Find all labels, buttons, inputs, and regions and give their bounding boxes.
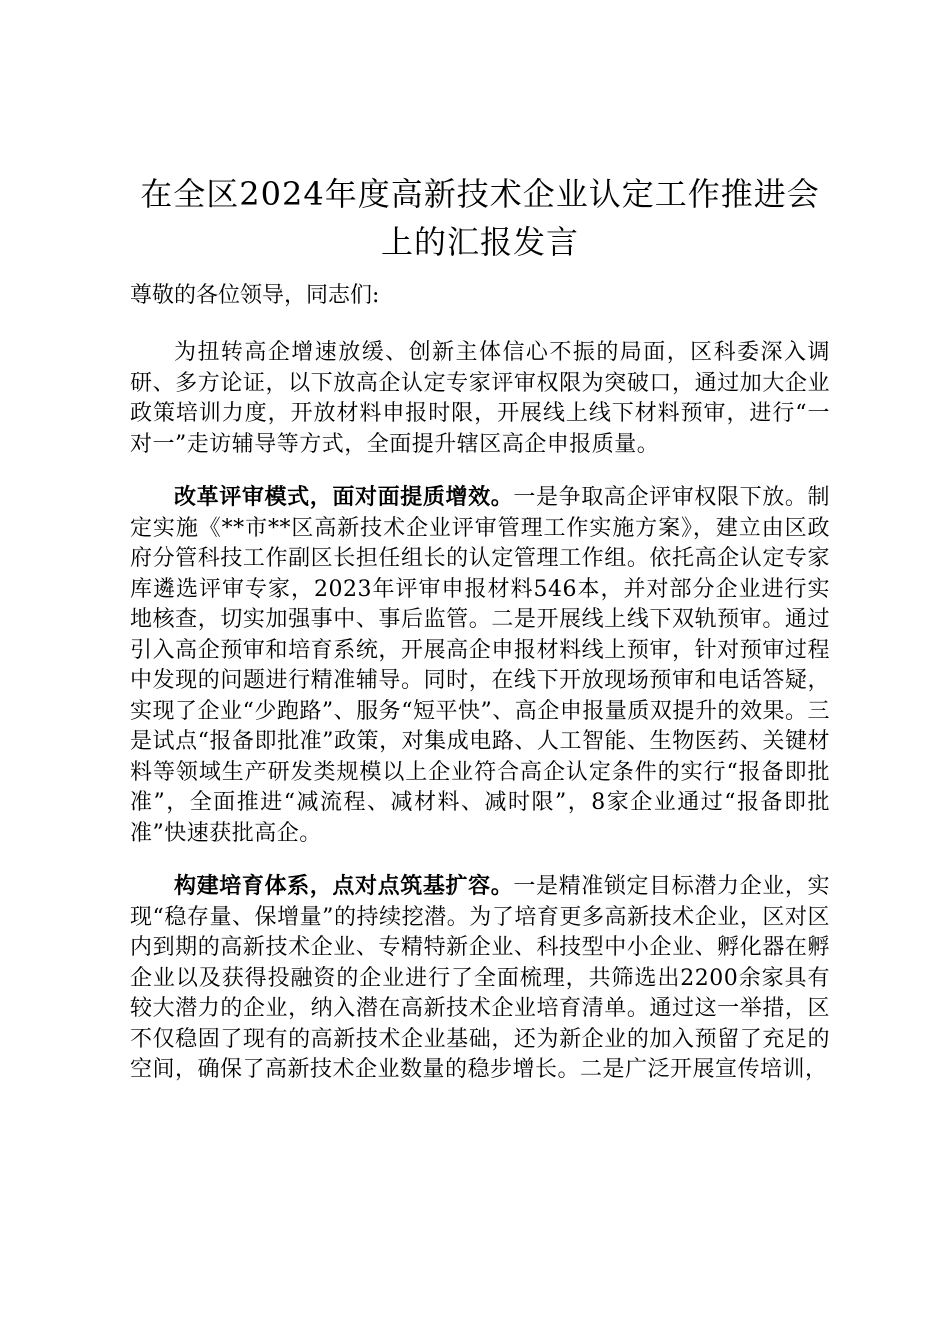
paragraph-lead-heading: 构建培育体系，点对点筑基扩容。: [174, 873, 514, 899]
paragraph-text: 为扭转高企增速放缓、创新主体信心不振的局面，区科委深入调研、多方论证，以下放高企认定专家评审权限为突破口，通过加大企业政策培训力度，开放材料申报时限，开展线上线下材料预审，进行“一对一”走访辅导等方式，全面提升辖区高企申报质量。: [130, 340, 830, 457]
paragraph-cultivation-system: [130, 871, 830, 1086]
paragraph-intro: [130, 338, 830, 460]
paragraph-review-reform: [130, 482, 830, 849]
document-body: [130, 170, 830, 1086]
document-title: 在全区2024年度高新技术企业认定工作推进会上的汇报发言: [140, 175, 820, 261]
greeting: 尊敬的各位领导，同志们:: [130, 283, 380, 308]
paragraph-text: 一是争取高企评审权限下放。制定实施《**市**区高新技术企业评审管理工作实施方案》，建立由区政府分管科技工作副区长担任组长的认定管理工作组。依托高企认定专家库遴选评审专家，2023年评审申报材料546本，并对部分企业进行实地核查，切实加强事中、事后监管。二是开展线上线下双轨预审。通过引入高企预审和培育系统，开展高企申报材料线上预审，针对预审过程中发现的问题进行精准辅导。同时，在线下开放现场预审和电话答疑，实现了企业“少跑路”、服务“短平快”、高企申报量质双提升的效果。三是试点“报备即批准”政策，对集成电路、人工智能、生物医药、关键材料等领域生产研发类规模以上企业符合高企认定条件的实行“报备即批准”，全面推进“减流程、减材料、减时限”，8家企业通过“报备即批准”快速获批高企。: [130, 485, 830, 846]
paragraph-text: 一是精准锁定目标潜力企业，实现“稳存量、保增量”的持续挖潜。为了培育更多高新技术企业，区对区内到期的高新技术企业、专精特新企业、科技型中小企业、孵化器在孵企业以及获得投融资的企业进行了全面梳理，共筛选出2200余家具有较大潜力的企业，纳入潜在高新技术企业培育清单。通过这一举措，区不仅稳固了现有的高新技术企业基础，还为新企业的加入预留了充足的空间，确保了高新技术企业数量的稳步增长。二是广泛开展宣传培训，: [130, 874, 830, 1082]
paragraph-lead-heading: 改革评审模式，面对面提质增效。: [174, 484, 514, 510]
